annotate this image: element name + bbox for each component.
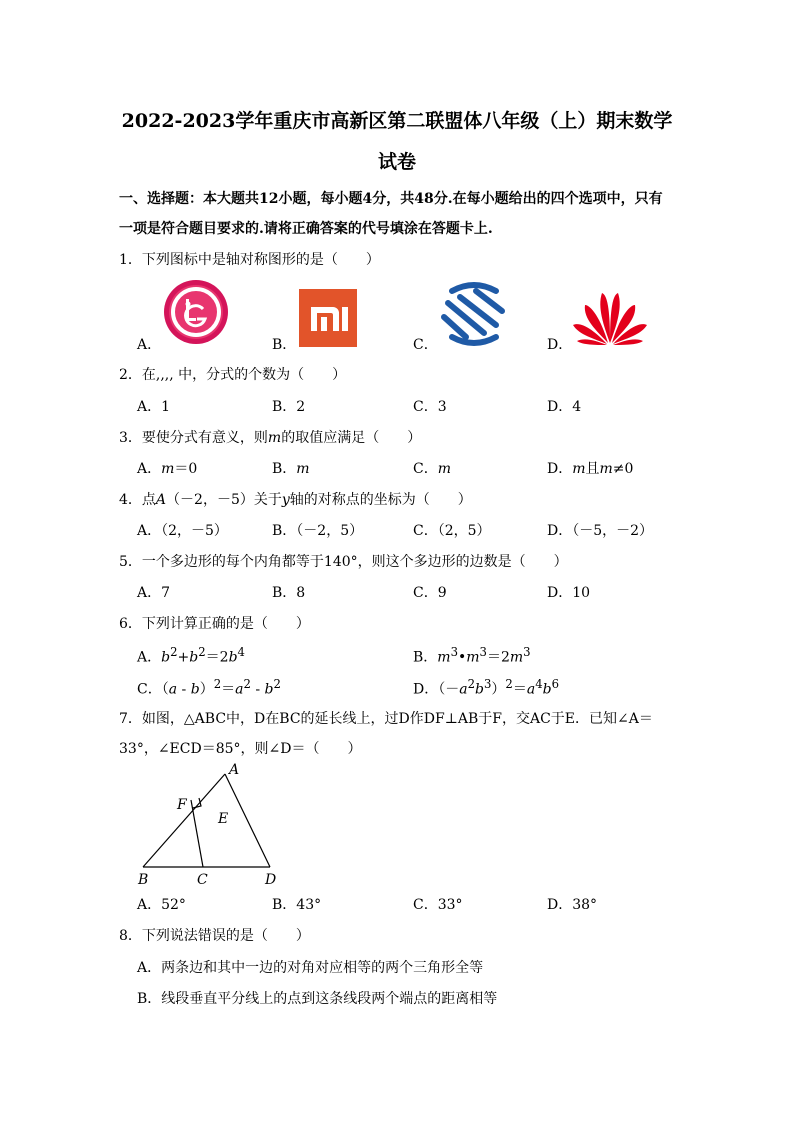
china-mobile-logo-icon [438, 279, 510, 349]
q3-stem-pre: 3．要使分式有意义，则 [119, 430, 268, 446]
section-heading-line2: 一项是符合题目要求的.请将正确答案的代号填涂在答题卡上. [119, 221, 493, 237]
q8-option-a: A．两条边和其中一边的对角对应相等的两个三角形全等 [137, 960, 484, 976]
line-ab [143, 774, 225, 867]
label-d: D [265, 872, 277, 888]
q1-option-a: A． [137, 337, 162, 353]
question-3-stem [119, 427, 421, 447]
q6-option-b: B．$m^3•m^3=2m^3$ [413, 645, 531, 666]
q3-option-d: D．m且m≠0 [547, 461, 634, 477]
q6-option-a: A．$b^2+b^2=2b^4$ [137, 645, 245, 666]
q3-stem-var: m [267, 430, 282, 446]
q8-option-b: B．线段垂直平分线上的点到这条线段两个端点的距离相等 [137, 991, 498, 1007]
q4-option-d: D．（－5，－2） [547, 523, 654, 539]
lg-logo-icon [163, 279, 229, 345]
q7-option-d: D．38° [547, 897, 598, 913]
exam-title-line2: 试卷 [377, 151, 416, 173]
question-5-stem: 5．一个多边形的每个内角都等于140°，则这个多边形的边数是（ ） [119, 554, 568, 570]
question-4-stem: 4．点A（－2，－5）关于y轴的对称点的坐标为（ ） [119, 492, 472, 508]
q6-option-c: C．$(a - b)^2=a^2 - b^2$ [137, 677, 281, 698]
question-7-stem-line2: 33°，∠ECD＝85°，则∠D＝（ ） [119, 741, 362, 757]
q2-option-b: B．2 [272, 399, 306, 415]
q3-option-a: A．m＝0 [137, 461, 198, 477]
q7-option-a: A．52° [137, 897, 186, 913]
label-e: E [218, 811, 229, 827]
question-7-stem-line1: 7．如图，△ABC中，D在BC的延长线上，过D作DF⊥AB于F，交AC于E．已知∠A＝ [119, 711, 653, 727]
q4-option-c: C．（2，5） [413, 523, 491, 539]
right-angle-mark [193, 798, 201, 808]
question-1-stem: 1．下列图标中是轴对称图形的是（ ） [119, 252, 380, 268]
q5-option-d: D．10 [547, 585, 591, 601]
q3-stem-post: 的取值应满足（ ） [281, 430, 422, 446]
q2-option-a: A．1 [137, 399, 171, 415]
triangle-figure [135, 760, 285, 890]
q5-option-b: B．8 [272, 585, 306, 601]
q7-option-c: C．33° [413, 897, 463, 913]
label-c: C [197, 872, 208, 888]
line-cf [191, 800, 203, 867]
label-a: A [229, 762, 240, 778]
question-8-stem: 8．下列说法错误的是（ ） [119, 928, 310, 944]
huawei-logo-icon [571, 287, 649, 345]
q1-option-c: C． [413, 337, 438, 353]
section-heading-line1: 一、选择题：本大题共12小题，每小题4分，共48分.在每小题给出的四个选项中，只有 [119, 191, 663, 207]
q2-option-d: D．4 [547, 399, 582, 415]
label-b: B [138, 872, 149, 888]
q3-option-b: B．m [272, 461, 310, 477]
q3-option-c: C．m [413, 461, 451, 477]
q4-option-a: A．（2，－5） [137, 523, 228, 539]
q2-option-c: C．3 [413, 399, 447, 415]
q1-option-d: D． [547, 337, 573, 353]
line-ad [225, 774, 270, 867]
q5-option-c: C．9 [413, 585, 447, 601]
q7-option-b: B．43° [272, 897, 322, 913]
mi-logo-icon [299, 289, 357, 347]
question-6-stem: 6．下列计算正确的是（ ） [119, 616, 310, 632]
q5-option-a: A．7 [137, 585, 171, 601]
q1-option-b: B． [272, 337, 297, 353]
q6-option-d: D．$(-a^2b^3)^2=a^4b^6$ [413, 677, 559, 698]
label-f: F [177, 797, 187, 813]
exam-title-line1: 2022-2023学年重庆市高新区第二联盟体八年级（上）期末数学 [121, 110, 673, 132]
question-2-stem: 2．在,,,, 中，分式的个数为（ ） [119, 367, 347, 383]
q4-option-b: B．（－2，5） [272, 523, 364, 539]
